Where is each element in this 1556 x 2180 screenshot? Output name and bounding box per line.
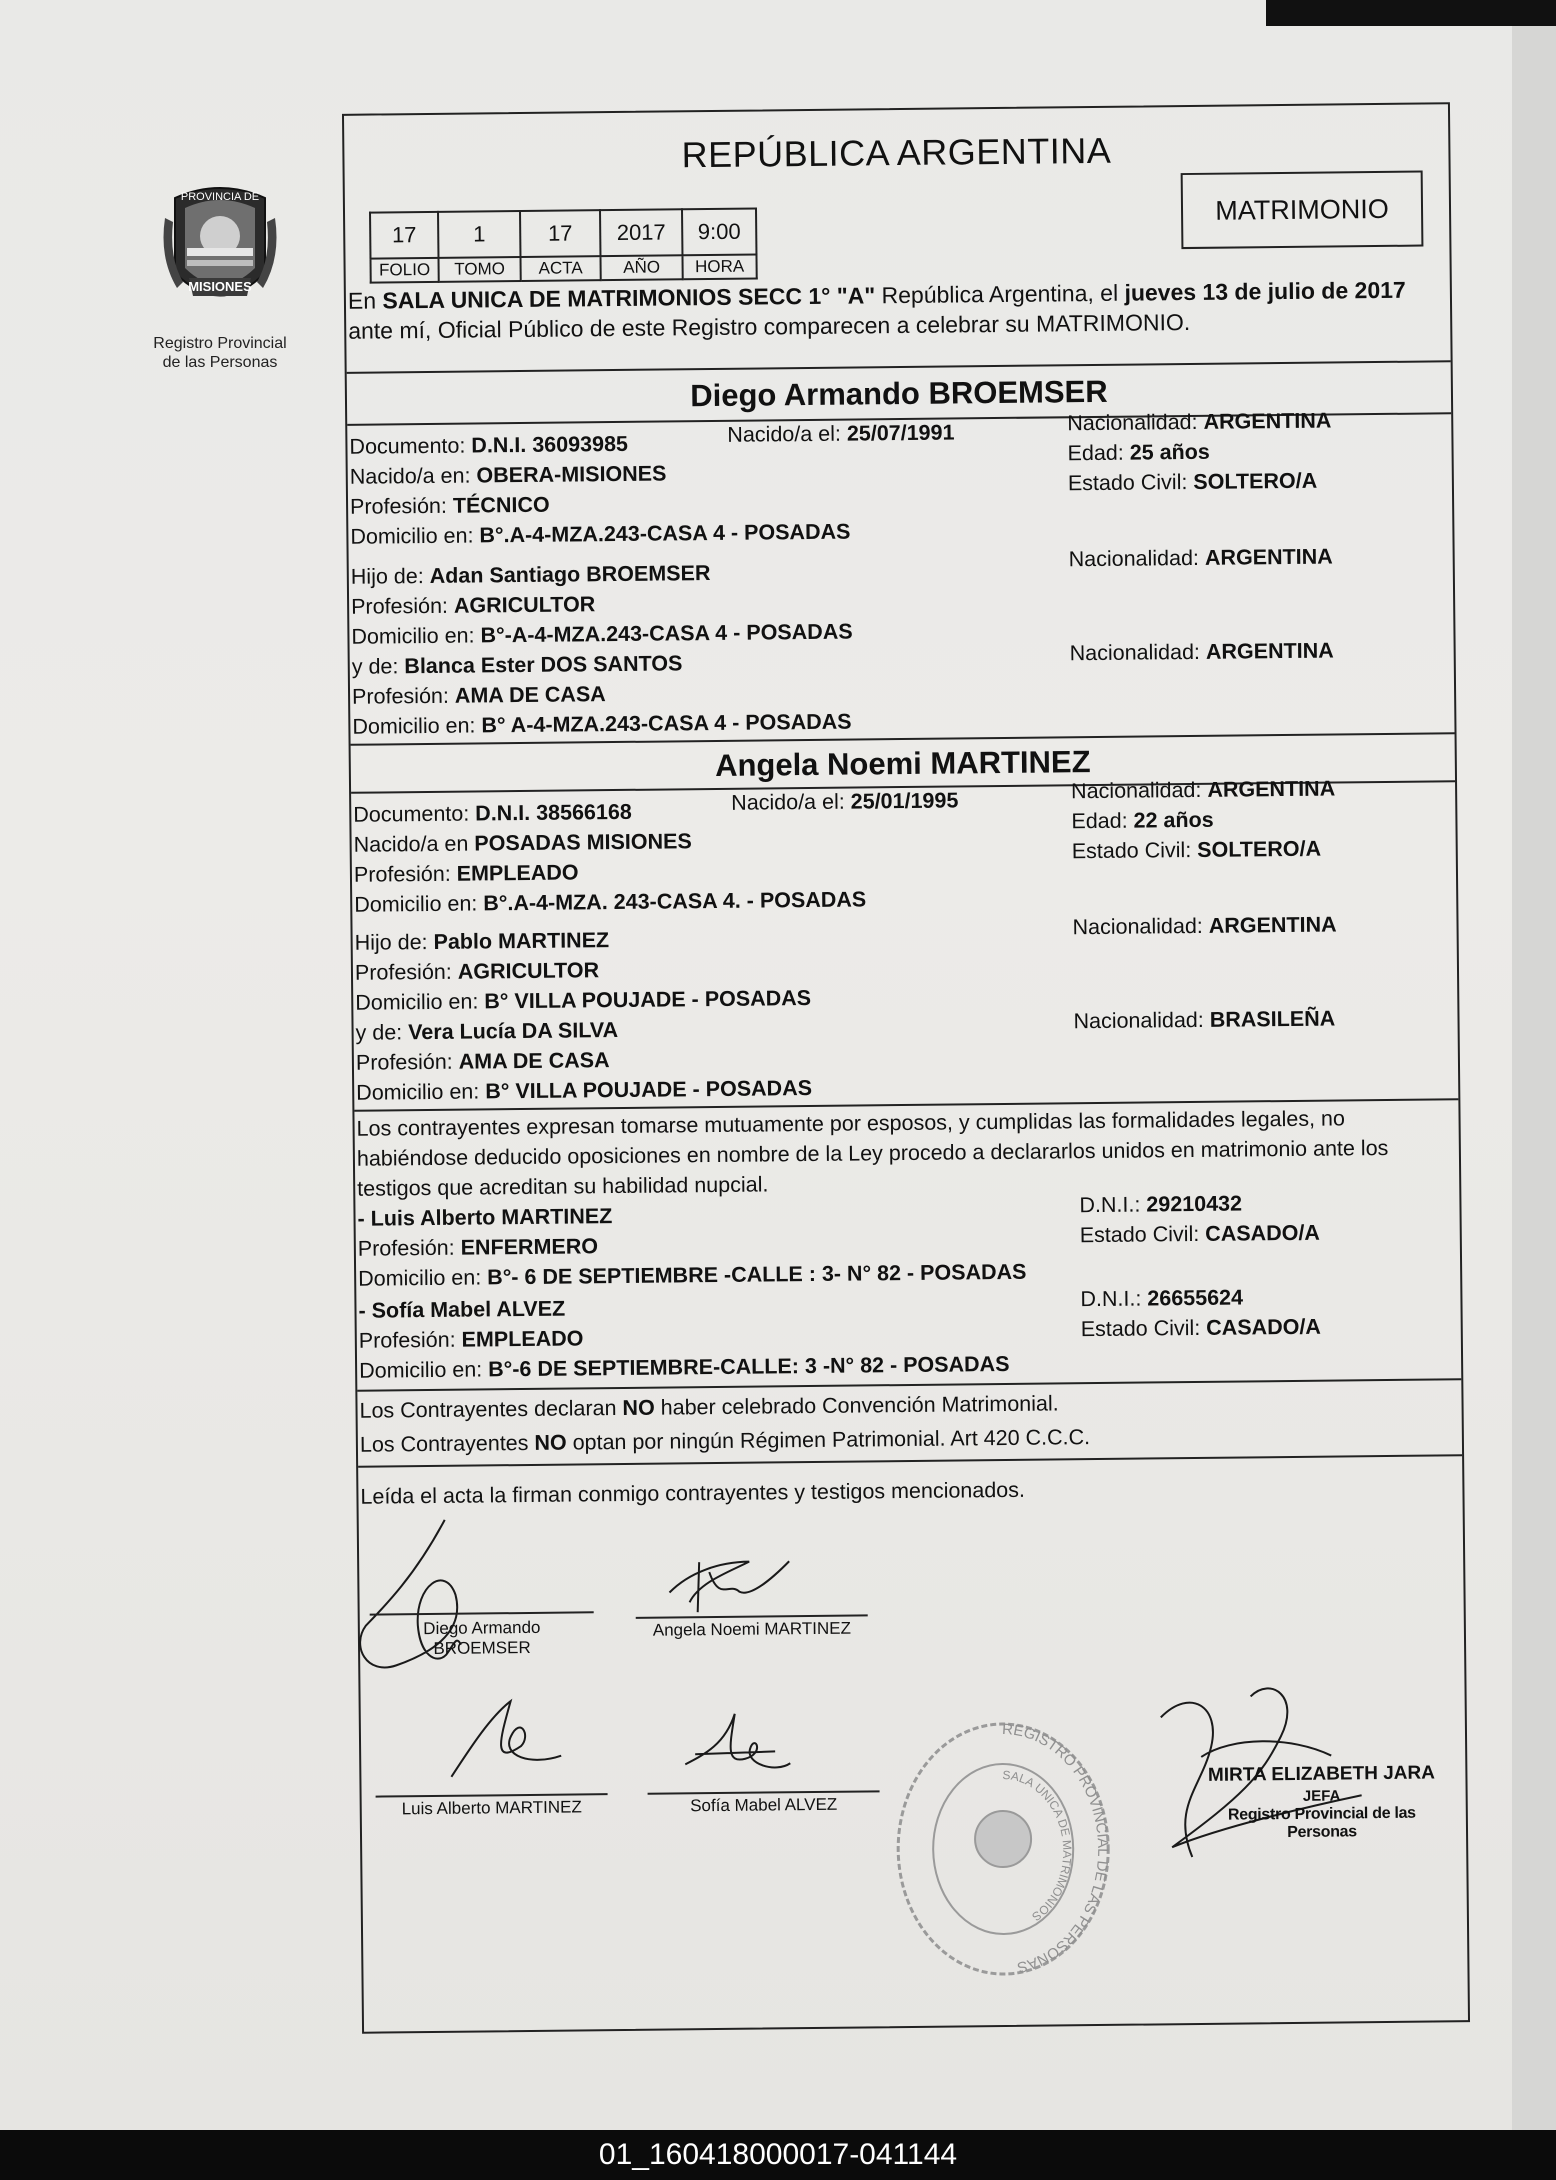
- official-title: JEFA: [1302, 1787, 1341, 1805]
- act-frame: [342, 102, 1470, 2033]
- spouse2-edad: Edad: 22 años: [1071, 807, 1214, 834]
- signature-angela-martinez: [659, 1541, 800, 1622]
- spouse1-madre-profesion: Profesión: AMA DE CASA: [351, 682, 606, 709]
- svg-text:REGISTRO PROVINCIAL DE LAS PER: REGISTRO PROVINCIAL DE LAS PERSONAS: [1001, 1720, 1112, 1976]
- official-seal-stamp: [887, 1708, 1120, 1980]
- spouse1-domicilio: Domicilio en: B°.A-4-MZA.243-CASA 4 - POSADAS: [350, 519, 851, 549]
- folio-label: FOLIO: [370, 258, 438, 283]
- spouse2-documento: Documento: D.N.I. 38566168: [353, 799, 632, 827]
- acta-label: ACTA: [520, 256, 600, 281]
- spouse2-name: Angela Noemi MARTINEZ: [714, 744, 1091, 783]
- tomo-value: 1: [438, 211, 520, 258]
- regime-statement: Los Contrayentes NO optan por ningún Régimen Patrimonial. Art 420 C.C.C.: [359, 1425, 1091, 1457]
- svg-text:MISIONES: MISIONES: [188, 279, 252, 294]
- spouse2-padre-domicilio: Domicilio en: B° VILLA POUJADE - POSADAS: [355, 985, 812, 1015]
- signature-luis-martinez: [431, 1696, 572, 1787]
- signature-label-sofia: Sofía Mabel ALVEZ: [690, 1794, 838, 1816]
- spouse1-padre-profesion: Profesión: AGRICULTOR: [351, 592, 596, 619]
- acta-value: 17: [520, 210, 600, 257]
- spouse1-nacido-en: Nacido/a en: OBERA-MISIONES: [349, 461, 667, 489]
- spouse1-nacionalidad: Nacionalidad: ARGENTINA: [1067, 408, 1332, 436]
- ceremony-date: jueves 13 de julio de 2017: [1124, 276, 1406, 306]
- signature-label-angela: Angela Noemi MARTINEZ: [652, 1618, 852, 1640]
- hora-value: 9:00: [682, 209, 756, 256]
- folio-value: 17: [370, 212, 438, 259]
- tomo-label: TOMO: [438, 257, 520, 282]
- witness2-profesion: Profesión: EMPLEADO: [358, 1326, 584, 1353]
- spouse2-nacido-en: Nacido/a en POSADAS MISIONES: [353, 829, 692, 857]
- witness1-profesion: Profesión: ENFERMERO: [357, 1234, 599, 1261]
- spouse2-nacionalidad: Nacionalidad: ARGENTINA: [1070, 776, 1336, 804]
- witness1-dni: D.N.I.: 29210432: [1079, 1191, 1243, 1218]
- spouse1-padre: Hijo de: Adan Santiago BROEMSER: [350, 561, 711, 589]
- spouse1-madre-nacionalidad: Nacionalidad: ARGENTINA: [1069, 638, 1334, 666]
- witness2-estado-civil: Estado Civil: CASADO/A: [1080, 1314, 1321, 1342]
- witness2-domicilio: Domicilio en: B°-6 DE SEPTIEMBRE-CALLE: 3 -N° 82 - POSADAS: [359, 1351, 1010, 1383]
- signature-sofia-alvez: [675, 1703, 796, 1784]
- spouse2-nacido-el: Nacido/a el: 25/01/1995: [731, 788, 959, 815]
- spouse2-madre-domicilio: Domicilio en: B° VILLA POUJADE - POSADAS: [356, 1075, 813, 1105]
- spouse2-madre: y de: Vera Lucía DA SILVA: [355, 1018, 619, 1045]
- act-type-box: MATRIMONIO: [1181, 171, 1424, 250]
- witness1-name: - Luis Alberto MARTINEZ: [357, 1204, 613, 1231]
- spouse2-madre-profesion: Profesión: AMA DE CASA: [355, 1048, 610, 1075]
- spouse1-padre-domicilio: Domicilio en: B°-A-4-MZA.243-CASA 4 - POSADAS: [351, 619, 853, 649]
- svg-text:PROVINCIA DE: PROVINCIA DE: [180, 191, 260, 203]
- spouse1-madre: y de: Blanca Ester DOS SANTOS: [351, 651, 683, 679]
- spouse1-documento: Documento: D.N.I. 36093985: [349, 431, 629, 459]
- spouse2-padre-profesion: Profesión: AGRICULTOR: [354, 958, 600, 985]
- footer-file-code: 01_160418000017-041144: [0, 2130, 1556, 2180]
- official-entity: Registro Provincial de las Personas: [1227, 1804, 1416, 1842]
- ano-value: 2017: [600, 209, 682, 256]
- logo-caption-line1: Registro Provincial: [153, 335, 287, 352]
- ano-label: AÑO: [600, 255, 682, 280]
- logo-caption-line2: de las Personas: [162, 354, 278, 371]
- country-title: REPÚBLICA ARGENTINA: [681, 129, 1112, 176]
- intro-paragraph: En SALA UNICA DE MATRIMONIOS SECC 1° "A" República Argentina, el jueves 13 de julio de 2017 ante mí, Oficial Público de este Registro comparecen a celebrar su MATRIMONIO.: [347, 276, 1406, 344]
- witness2-dni: D.N.I.: 26655624: [1080, 1285, 1244, 1312]
- signature-label-luis: Luis Alberto MARTINEZ: [401, 1797, 582, 1819]
- signature-diego-broemser: [345, 1514, 497, 1686]
- witness2-name: - Sofía Mabel ALVEZ: [358, 1296, 566, 1323]
- witness1-estado-civil: Estado Civil: CASADO/A: [1079, 1220, 1321, 1248]
- convention-statement: Los Contrayentes declaran NO haber celebrado Convención Matrimonial.: [359, 1391, 1059, 1423]
- registry-table: [369, 208, 758, 284]
- declaration-paragraph: Los contrayentes expresan tomarse mutuamente por esposos, y cumplidas las formalidades legales, no habiéndose deducido oposiciones en nombre de la Ley procedo a declararlos unidos en matrimonio ante los testigos que acreditan su habilidad nupcial.: [356, 1106, 1389, 1201]
- signature-label-diego: Diego Armando BROEMSER: [423, 1617, 541, 1658]
- office-name: SALA UNICA DE MATRIMONIOS SECC 1° "A": [382, 282, 876, 314]
- official-name: MIRTA ELIZABETH JARA: [1207, 1762, 1435, 1786]
- witness1-domicilio: Domicilio en: B°- 6 DE SEPTIEMBRE -CALLE : 3- N° 82 - POSADAS: [358, 1259, 1027, 1291]
- spouse1-edad: Edad: 25 años: [1067, 439, 1210, 466]
- spouse1-profesion: Profesión: TÉCNICO: [349, 492, 550, 519]
- spouse2-madre-nacionalidad: Nacionalidad: BRASILEÑA: [1073, 1006, 1336, 1034]
- spouse1-name: Diego Armando BROEMSER: [690, 373, 1108, 414]
- closing-statement: Leída el acta la firman conmigo contrayentes y testigos mencionados.: [360, 1477, 1026, 1509]
- misiones-coat-of-arms-icon: [155, 178, 285, 328]
- spouse1-padre-nacionalidad: Nacionalidad: ARGENTINA: [1068, 544, 1333, 572]
- spouse2-domicilio: Domicilio en: B°.A-4-MZA. 243-CASA 4. - POSADAS: [354, 887, 867, 917]
- hora-label: HORA: [682, 255, 756, 280]
- spouse1-nacido-el: Nacido/a el: 25/07/1991: [727, 420, 955, 447]
- spouse2-padre: Hijo de: Pablo MARTINEZ: [354, 928, 610, 955]
- registry-logo: [140, 178, 300, 372]
- spouse1-estado-civil: Estado Civil: SOLTERO/A: [1067, 468, 1318, 496]
- svg-text:SALA UNICA DE MATRIMONIOS: SALA UNICA DE MATRIMONIOS: [1002, 1767, 1075, 1924]
- spouse1-madre-domicilio: Domicilio en: B° A-4-MZA.243-CASA 4 - POSADAS: [352, 709, 852, 739]
- scan-edge: [1266, 0, 1556, 26]
- spouse2-estado-civil: Estado Civil: SOLTERO/A: [1071, 836, 1322, 864]
- spouse2-profesion: Profesión: EMPLEADO: [353, 860, 579, 887]
- spouse2-padre-nacionalidad: Nacionalidad: ARGENTINA: [1072, 912, 1337, 940]
